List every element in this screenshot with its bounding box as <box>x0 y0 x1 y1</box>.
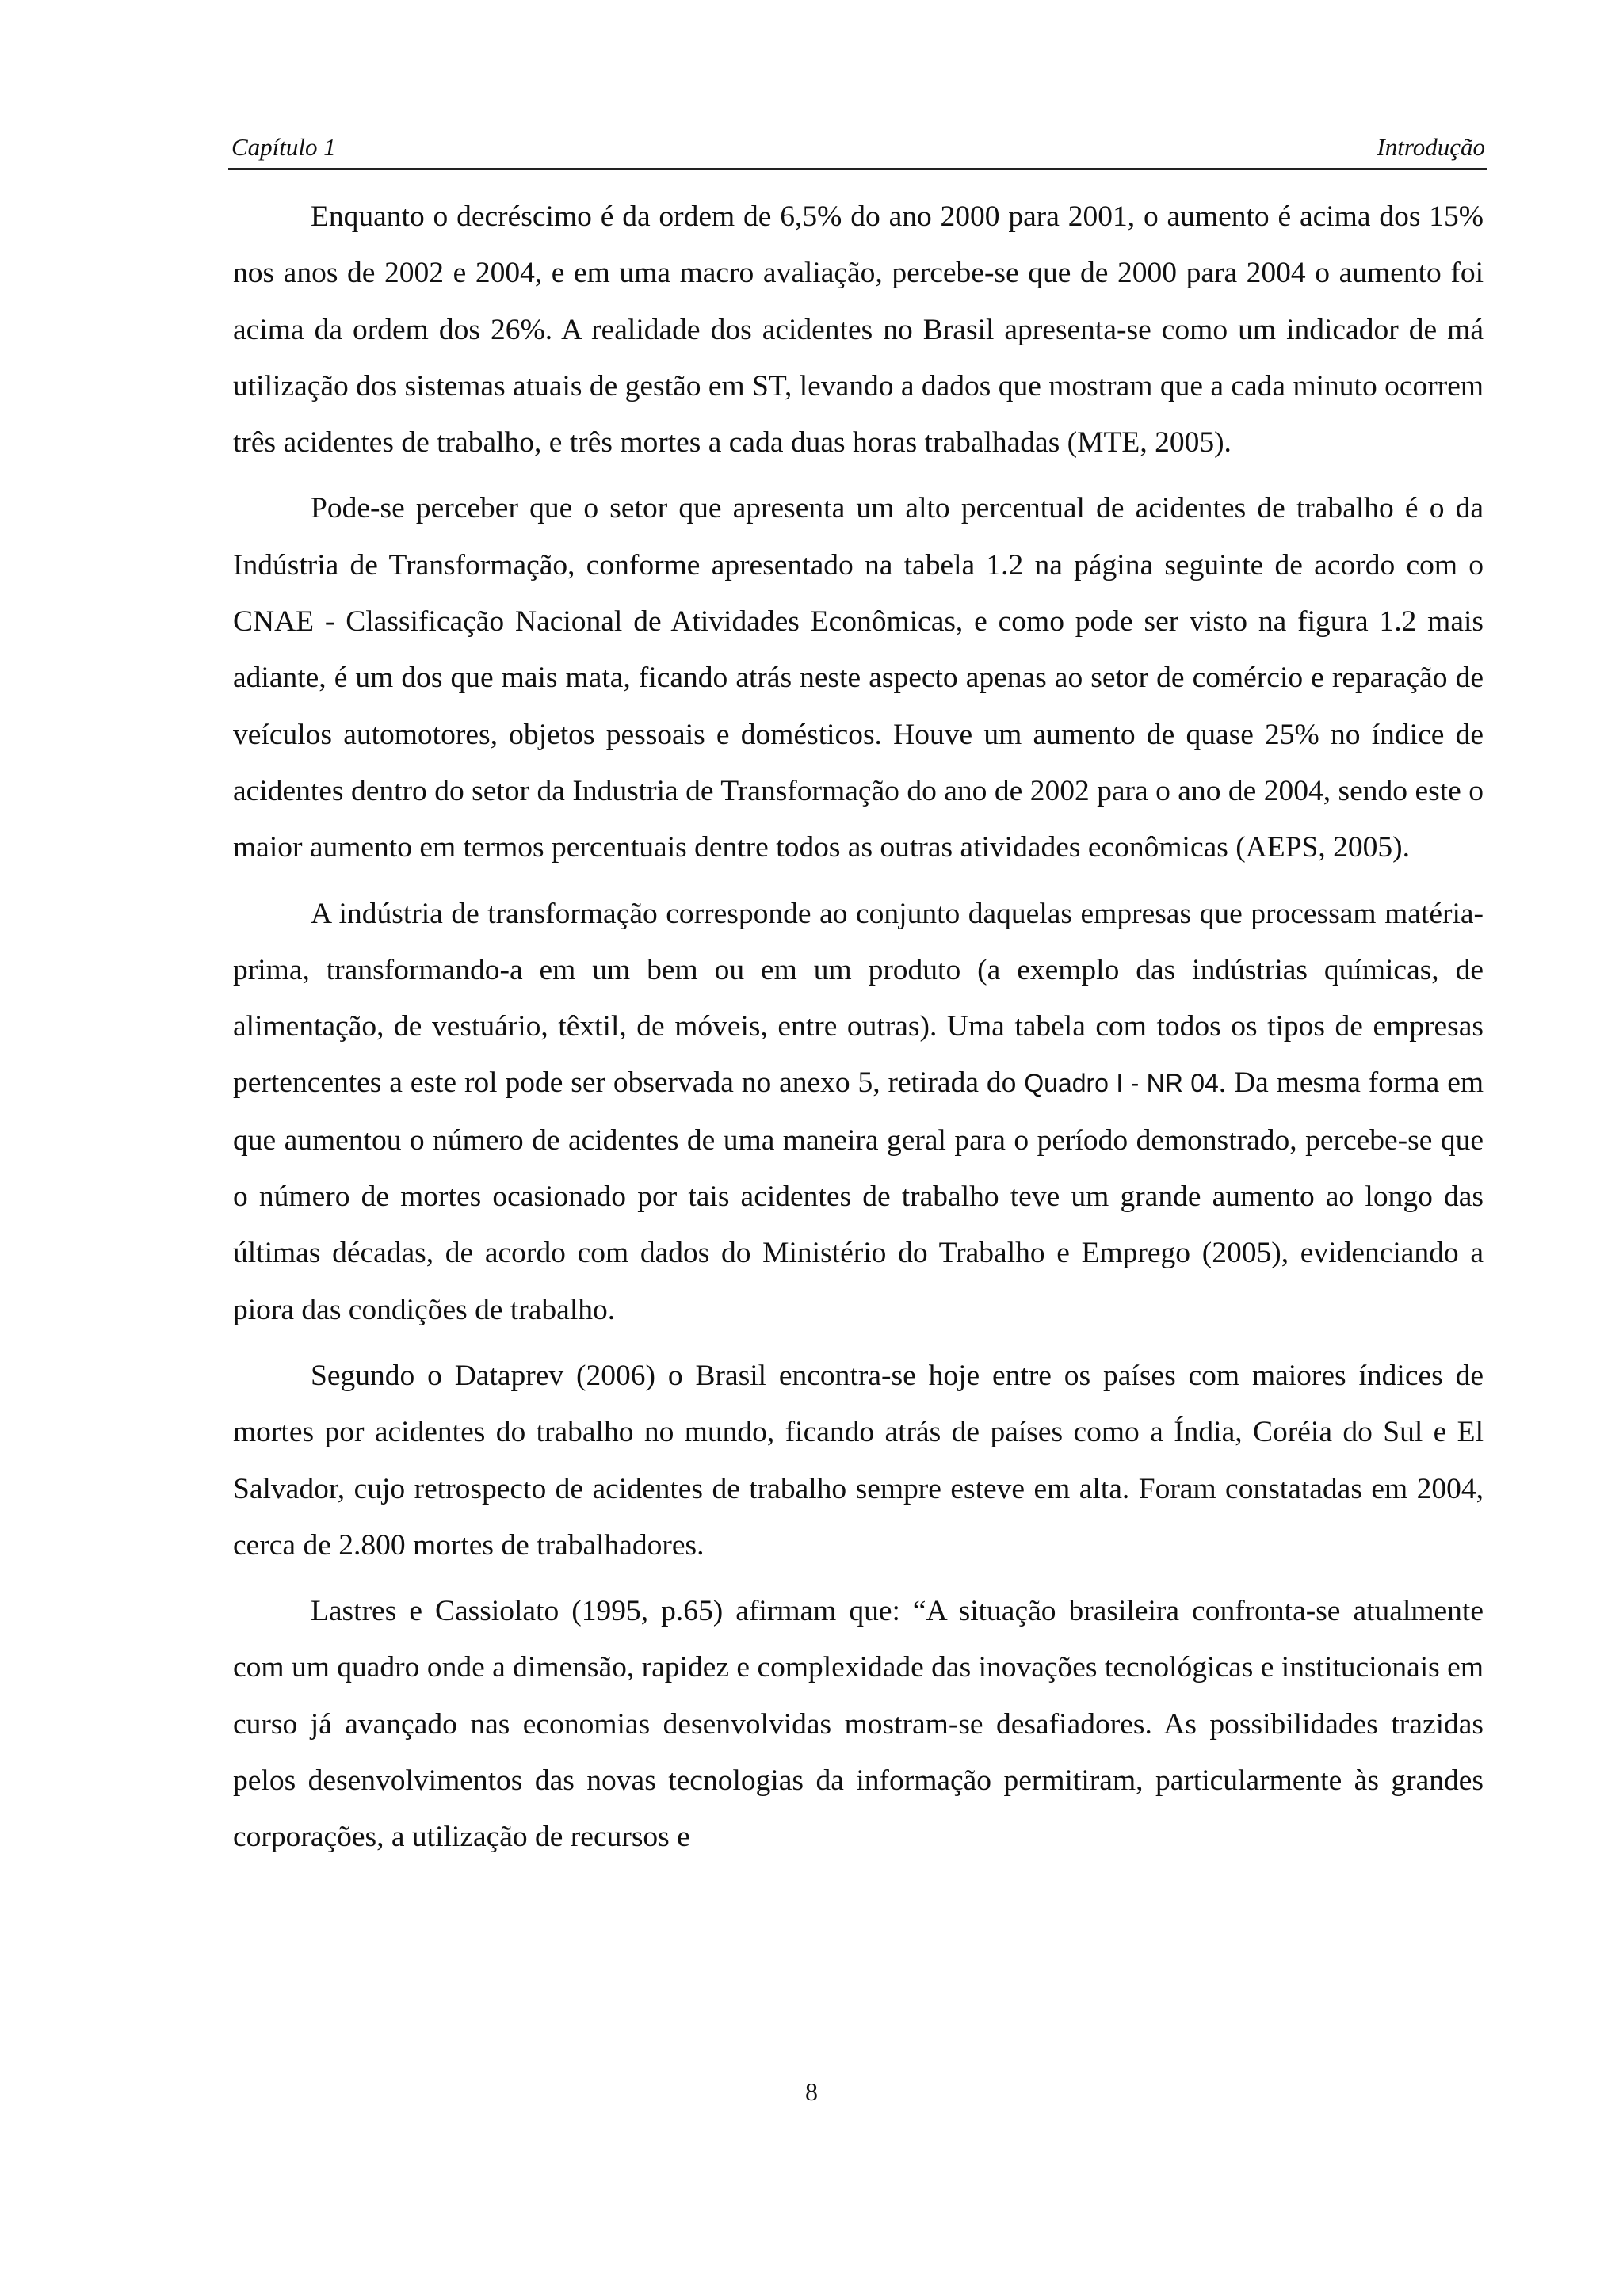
paragraph-1: Enquanto o decréscimo é da ordem de 6,5% do ano 2000 para 2001, o aumento é acima dos 15% nos anos de 2002 e 2004, e em uma macro avaliação, percebe-se que de 2000 para 2004 o aumento foi acima da ordem dos 26%. A realidade dos acidentes no Brasil apresenta-se como um indicador de má utilização dos sistemas atuais de gestão em ST, levando a dados que mostram que a cada minuto ocorrem três acidentes de trabalho, e três mortes a cada duas horas trabalhadas (MTE, 2005). <box>233 200 1484 460</box>
paragraph-3 <box>233 886 1484 1338</box>
running-header <box>231 133 1485 173</box>
page-number: 8 <box>805 2077 818 2106</box>
nr-reference: Quadro I - NR 04 <box>1024 1069 1219 1098</box>
paragraph-4: Segundo o Dataprev (2006) o Brasil encontra-se hoje entre os países com maiores índices de mortes por acidentes do trabalho no mundo, ficando atrás de países como a Índia, Coréia do Sul e El Salvador, cujo retrospecto de acidentes de trabalho sempre esteve em alta. Foram constatadas em 2004, cerca de 2.800 mortes de trabalhadores. <box>233 1359 1484 1562</box>
paragraph-3-text-after: . Da mesma forma em que aumentou o número de acidentes de uma maneira geral para o período demonstrado, percebe-se que o número de mortes ocasionado por tais acidentes de trabalho teve um grande aumento ao longo das últimas décadas, de acordo com dados do Ministério do Trabalho e Emprego (2005), evidenciando a piora das condições de trabalho. <box>233 1066 1484 1326</box>
section-label: Introdução <box>1377 133 1485 161</box>
paragraph-2: Pode-se perceber que o setor que apresenta um alto percentual de acidentes de trabalho é o da Indústria de Transformação, conforme apresentado na tabela 1.2 na página seguinte de acordo com o CNAE - Classificação Nacional de Atividades Econômicas, e como pode ser visto na figura 1.2 mais adiante, é um dos que mais mata, ficando atrás neste aspecto apenas ao setor de comércio e reparação de veículos automotores, objetos pessoais e domésticos. Houve um aumento de quase 25% no índice de acidentes dentro do setor da Industria de Transformação do ano de 2002 para o ano de 2004, sendo este o maior aumento em termos percentuais dentre todos as outras atividades econômicas (AEPS, 2005). <box>233 492 1484 864</box>
header-rule <box>228 168 1487 170</box>
paragraph-5: Lastres e Cassiolato (1995, p.65) afirmam que: “A situação brasileira confronta-se atualmente com um quadro onde a dimensão, rapidez e complexidade das inovações tecnológicas e institucionais em curso já avançado nas economias desenvolvidas mostram-se desafiadores. As possibilidades trazidas pelos desenvolvimentos das novas tecnologias da informação permitiram, particularmente às grandes corporações, a utilização de recursos e <box>233 1595 1484 1854</box>
body-text <box>233 189 1484 1875</box>
paragraph-3-text-before: A indústria de transformação corresponde ao conjunto daquelas empresas que processam matéria-prima, transformando-a em um bem ou em um produto (a exemplo das indústrias químicas, de alimentação, de vestuário, têxtil, de móveis, entre outras). Uma tabela com todos os tipos de empresas pertencentes a este rol pode ser observada no anexo 5, retirada do <box>233 897 1484 1100</box>
chapter-label: Capítulo 1 <box>231 133 336 161</box>
